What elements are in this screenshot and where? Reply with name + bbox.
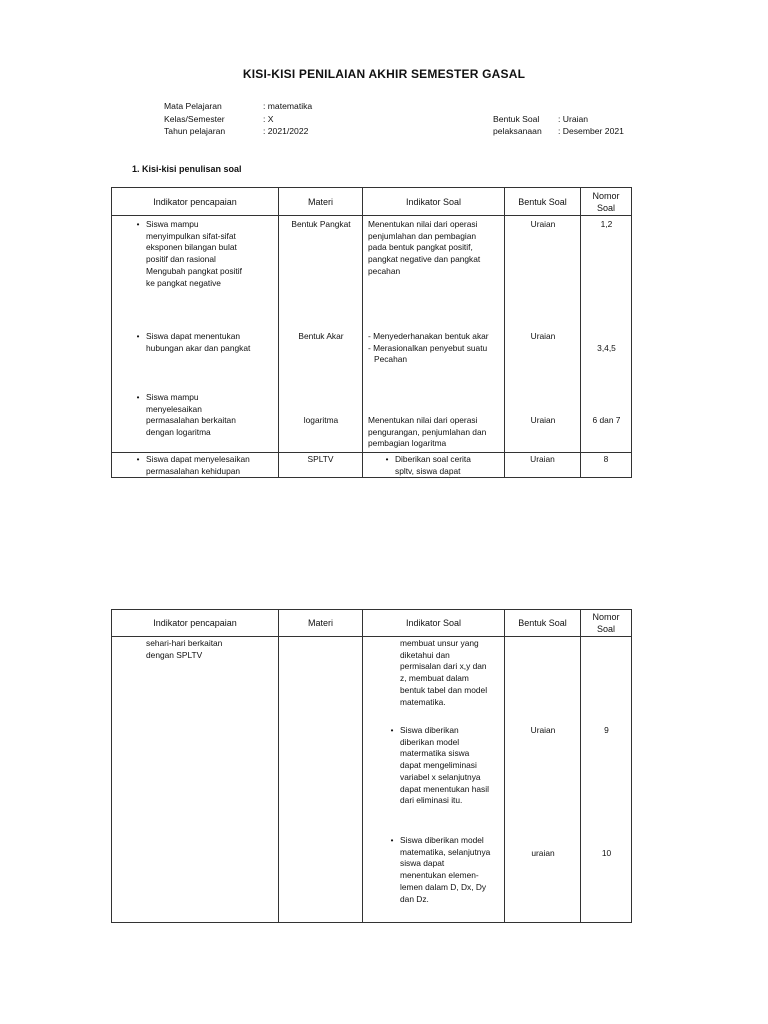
bentuk-soal-cell xyxy=(505,637,581,923)
text-line: Siswa diberikan xyxy=(400,725,459,735)
bentuk-soal-cell xyxy=(505,216,581,453)
indikator-cell xyxy=(112,453,279,478)
table-row xyxy=(112,216,632,453)
grid-table-2 xyxy=(111,609,632,923)
text-line: membuat unsur yang xyxy=(400,638,479,648)
materi-text: Bentuk Pangkat xyxy=(291,219,351,229)
text-line: eksponen bilangan bulat xyxy=(146,242,237,253)
text-line: Pecahan xyxy=(374,354,408,365)
text-line: diketahui dan xyxy=(400,649,450,660)
text-line: siswa dapat xyxy=(400,858,445,869)
meta-right xyxy=(493,113,624,138)
table-header-row xyxy=(112,610,632,637)
text-line: Mengubah pangkat positif xyxy=(146,265,242,276)
text-line: menentukan elemen- xyxy=(400,870,479,881)
indikator-cell xyxy=(112,637,279,923)
nomor-soal-cell xyxy=(581,637,632,923)
header-nomor-line: Soal xyxy=(596,624,615,634)
nomor-soal-cell xyxy=(581,453,632,478)
header-bentuk-soal: Bentuk Soal xyxy=(505,188,581,216)
materi-text: Bentuk Akar xyxy=(298,331,344,341)
text-line: Siswa dapat menyelesaikan xyxy=(146,454,250,464)
text-line: penjumlahan dan pembagian xyxy=(368,230,477,241)
text-line: Siswa diberikan model xyxy=(400,835,484,845)
materi-text: SPLTV xyxy=(307,454,334,464)
text-line: hubungan akar dan pangkat xyxy=(146,342,251,353)
header-bentuk-soal: Bentuk Soal xyxy=(505,610,581,637)
grid-table-1 xyxy=(111,187,632,478)
meta-value: : X xyxy=(263,113,274,124)
bentuk-text: Uraian xyxy=(530,331,556,341)
header-materi: Materi xyxy=(279,188,363,216)
header-materi: Materi xyxy=(279,610,363,637)
bullet-icon: • xyxy=(136,220,140,229)
text-line: dengan SPLTV xyxy=(146,649,203,660)
text-line: positif dan rasional xyxy=(146,254,216,265)
nomor-text: 1,2 xyxy=(600,219,613,229)
text-line: lemen dalam D, Dx, Dy xyxy=(400,881,487,892)
indikator-soal-cell xyxy=(363,637,505,923)
materi-cell xyxy=(279,216,363,453)
text-line: Siswa dapat menentukan xyxy=(146,331,241,341)
bentuk-text: Uraian xyxy=(530,415,556,425)
text-line: dapat menentukan hasil xyxy=(400,783,489,794)
header-nomor-line: Nomor xyxy=(592,190,620,201)
header-indikator-pencapaian: Indikator pencapaian xyxy=(112,610,279,637)
materi-cell xyxy=(279,453,363,478)
meta-left xyxy=(164,100,312,138)
meta-label: Kelas/Semester xyxy=(164,113,225,124)
text-line: matermatika siswa xyxy=(400,748,470,759)
text-line: pembagian logaritma xyxy=(368,438,447,449)
text-line: pangkat negative dan pangkat xyxy=(368,254,481,265)
text-line: dengan logaritma xyxy=(146,427,211,438)
header-nomor-line: Nomor xyxy=(592,612,620,622)
nomor-text: 9 xyxy=(604,725,609,735)
text-line: Siswa mampu xyxy=(146,392,199,402)
table-header-row xyxy=(112,188,632,216)
text-line: Siswa mampu xyxy=(146,219,199,229)
header-indikator-soal: Indikator Soal xyxy=(363,188,505,216)
indikator-soal-cell xyxy=(363,453,505,478)
meta-label: pelaksanaan xyxy=(493,126,542,137)
text-line: dan Dz. xyxy=(400,893,429,904)
meta-value: : Desember 2021 xyxy=(558,126,624,137)
text-line: z, membuat dalam xyxy=(400,673,469,684)
table-row xyxy=(112,453,632,478)
bentuk-text: uraian xyxy=(531,848,555,858)
bentuk-text: Uraian xyxy=(530,219,556,229)
nomor-text: 6 dan 7 xyxy=(592,415,621,425)
text-line: bentuk tabel dan model xyxy=(400,684,488,695)
header-indikator-pencapaian: Indikator pencapaian xyxy=(112,188,279,216)
text-line: matematika. xyxy=(400,696,446,707)
text-line: matematika, selanjutnya xyxy=(400,846,491,857)
text-line: pada bentuk pangkat positif, xyxy=(368,242,473,253)
meta-label: Tahun pelajaran xyxy=(164,126,226,137)
text-line: permisalan dari x,y dan xyxy=(400,661,487,672)
bullet-icon: • xyxy=(136,455,140,464)
meta-value: : 2021/2022 xyxy=(263,126,309,137)
bullet-icon: • xyxy=(136,393,140,402)
meta-value: : matematika xyxy=(263,101,313,111)
bentuk-soal-cell xyxy=(505,453,581,478)
text-line: sehari-hari berkaitan xyxy=(146,638,223,648)
text-line: permasalahan kehidupan xyxy=(146,465,241,476)
bullet-icon: • xyxy=(390,726,394,735)
text-line: Menentukan nilai dari operasi xyxy=(368,415,478,425)
table-row xyxy=(112,637,632,923)
bentuk-text: Uraian xyxy=(530,725,556,735)
indikator-soal-cell xyxy=(363,216,505,453)
nomor-text: 10 xyxy=(601,848,612,858)
text-line: spltv, siswa dapat xyxy=(395,465,461,476)
header-nomor-line: Soal xyxy=(596,202,615,213)
text-line: - Menyederhanakan bentuk akar xyxy=(368,331,489,341)
nomor-text: 8 xyxy=(603,454,609,464)
text-line: menyelesaikan xyxy=(146,403,202,414)
header-nomor-soal xyxy=(581,610,632,637)
text-line: dari eliminasi itu. xyxy=(400,795,463,806)
meta-value: : Uraian xyxy=(558,113,589,124)
text-line: menyimpulkan sifat-sifat xyxy=(146,230,236,241)
nomor-soal-cell xyxy=(581,216,632,453)
bullet-icon: • xyxy=(136,332,140,341)
document-title: KISI-KISI PENILAIAN AKHIR SEMESTER GASAL xyxy=(242,67,526,81)
materi-text: logaritma xyxy=(303,415,339,425)
text-line: - Merasionalkan penyebut suatu xyxy=(368,342,488,353)
text-line: Diberikan soal cerita xyxy=(395,454,471,464)
nomor-text: 3,4,5 xyxy=(597,343,616,353)
meta-label: Mata Pelajaran xyxy=(164,101,222,111)
section-title: 1. Kisi-kisi penulisan soal xyxy=(132,164,242,174)
text-line: ke pangkat negative xyxy=(146,277,221,288)
bullet-icon: • xyxy=(385,455,389,464)
header-indikator-soal: Indikator Soal xyxy=(363,610,505,637)
text-line: pengurangan, penjumlahan dan xyxy=(368,426,487,437)
text-line: variabel x selanjutnya xyxy=(400,771,481,782)
indikator-cell xyxy=(112,216,279,453)
header-nomor-soal xyxy=(581,188,632,216)
text-line: diberikan model xyxy=(400,736,460,747)
materi-cell xyxy=(279,637,363,923)
text-line: permasalahan berkaitan xyxy=(146,415,236,426)
meta-label: Bentuk Soal xyxy=(493,113,540,124)
text-line: dapat mengeliminasi xyxy=(400,760,477,771)
bentuk-text: Uraian xyxy=(530,454,555,464)
text-line: pecahan xyxy=(368,265,401,276)
text-line: Menentukan nilai dari operasi xyxy=(368,219,478,229)
bullet-icon: • xyxy=(390,836,394,845)
